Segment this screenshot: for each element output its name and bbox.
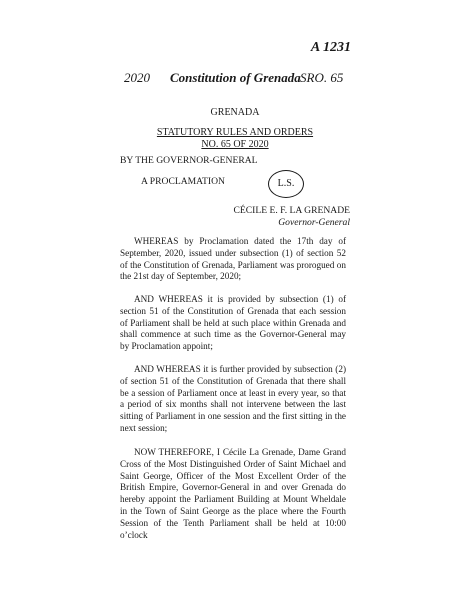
series-heading: STATUTORY RULES AND ORDERS xyxy=(156,127,314,138)
paragraph-whereas: WHEREAS by Proclamation dated the 17th day of September, 2020, issued under subsection (1) of section 52 of the Constitution of Grenada, Parliament was prorogued on the 21st day of September, 2020; xyxy=(120,236,346,282)
header-sro: SRO. 65 xyxy=(300,70,344,85)
paragraph-and-whereas-2: AND WHEREAS it is further provided by subsection (2) of section 51 of the Constitution of Grenada that there shall be a session of Parliament once at least in every year, so that a period of six months shall not intervene between the last sitting of Parliament in one session and the first sitting in the next session; xyxy=(120,364,346,433)
signatory-name: CÉCILE E. F. LA GRENADE xyxy=(233,205,350,216)
seal-mark: L.S. xyxy=(268,170,304,198)
signatory-title: Governor-General xyxy=(278,217,350,228)
country-heading: GRENADA xyxy=(210,107,260,118)
order-number: NO. 65 OF 2020 xyxy=(201,139,269,150)
header-year: 2020 xyxy=(124,70,150,85)
by-line: BY THE GOVERNOR-GENERAL xyxy=(120,155,258,166)
proclamation-heading: A PROCLAMATION xyxy=(141,176,225,187)
paragraph-now-therefore: NOW THEREFORE, I Cécile La Grenade, Dame Grand Cross of the Most Distinguished Order of Saint Michael and Saint George, Officer of the Most Excellent Order of the British Empire, Governor-General in and over Grenada do hereby appoint the Parliament Building at Mount Wheldale in the Town of Saint George as the place where the Fourth Session of the Tenth Parliament shall be held at 10:00 o’clock xyxy=(120,447,346,540)
header-title: Constitution of Grenada xyxy=(170,70,301,85)
page-number: A 1231 xyxy=(310,40,351,55)
paragraph-and-whereas-1: AND WHEREAS it is provided by subsection (1) of section 51 of the Constitution of Grenada that each session of Parliament shall be held at such place within Grenada and shall commence at such time as the Governor-General may by Proclamation appoint; xyxy=(120,294,346,352)
